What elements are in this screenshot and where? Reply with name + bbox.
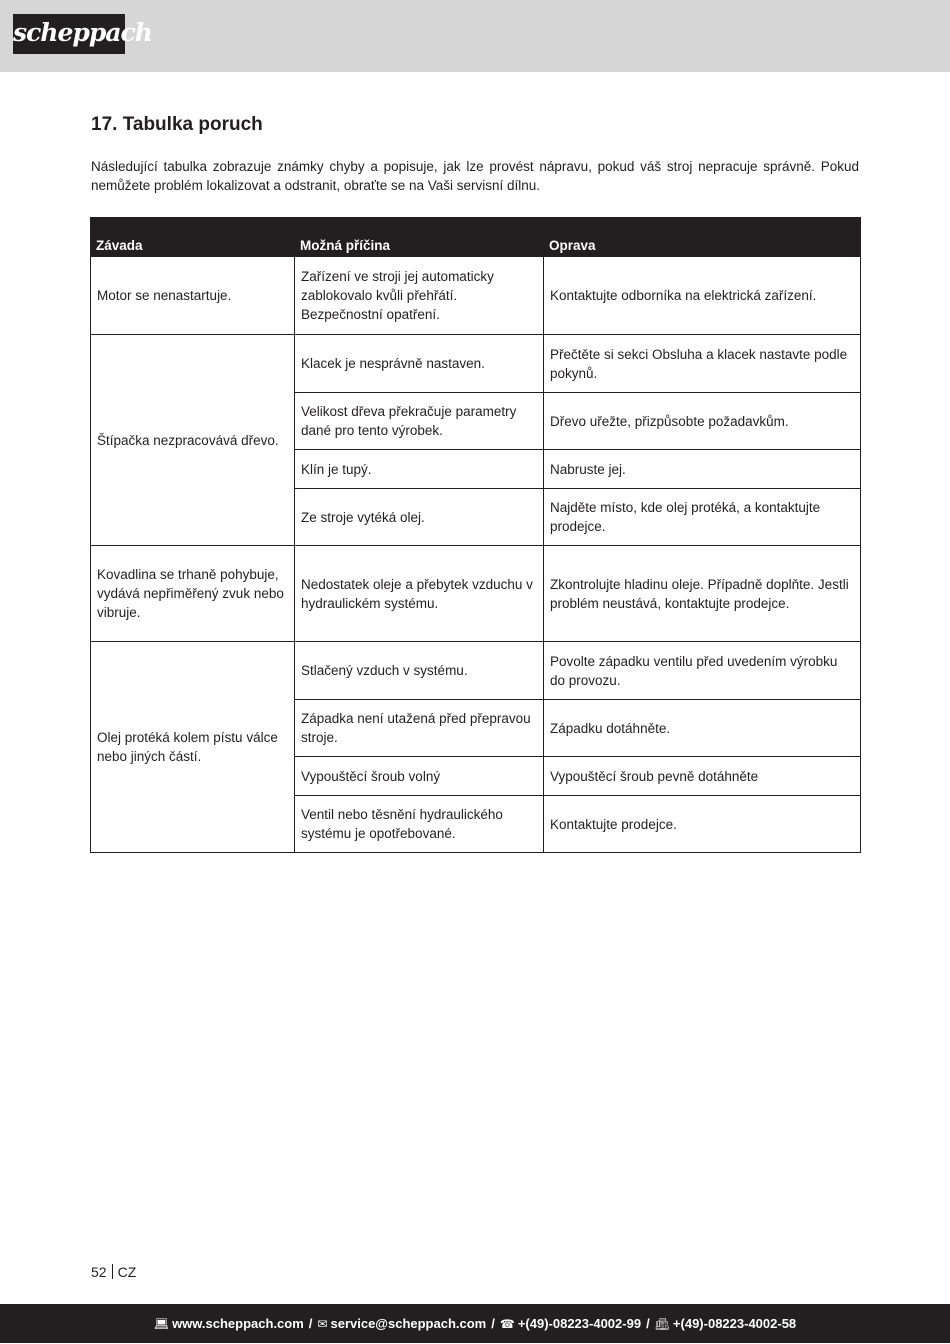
fax-icon: 📠︎ [654, 1317, 670, 1331]
cause-cell: Zařízení ve stroji jej automaticky zablokovalo kvůli přehřátí. Bezpečnostní opatření. [295, 257, 544, 335]
table-header-row [91, 218, 861, 257]
cause-cell: Ventil nebo těsnění hydraulického systému je opotřebované. [295, 796, 544, 853]
footer-separator: / [308, 1316, 313, 1331]
fault-cell: Olej protéká kolem pístu válce nebo jiných částí. [91, 642, 295, 853]
header-cause: Možná příčina [295, 218, 544, 257]
fix-cell: Najděte místo, kde olej protéká, a kontaktujte prodejce. [544, 489, 861, 546]
cause-cell: Stlačený vzduch v systému. [295, 642, 544, 700]
fix-cell: Dřevo uřežte, přizpůsobte požadavkům. [544, 393, 861, 450]
fault-cell: Kovadlina se trhaně pohybuje, vydává nepřiměřený zvuk nebo vibruje. [91, 546, 295, 642]
page-number-value: 52 [91, 1264, 107, 1280]
header-band [0, 0, 950, 72]
cause-cell: Západka není utažená před přepravou stroje. [295, 700, 544, 757]
footer-phone: +(49)-08223-4002-99 [517, 1316, 642, 1331]
laptop-icon: 💻︎ [153, 1317, 170, 1331]
table-row [91, 642, 861, 700]
cause-cell: Vypouštěcí šroub volný [295, 757, 544, 796]
section-title: 17. Tabulka poruch [91, 114, 263, 135]
fix-cell: Vypouštěcí šroub pevně dotáhněte [544, 757, 861, 796]
page-number-divider [112, 1264, 113, 1279]
fix-cell: Povolte západku ventilu před uvedením výrobku do provozu. [544, 642, 861, 700]
fix-cell: Kontaktujte prodejce. [544, 796, 861, 853]
fix-cell: Přečtěte si sekci Obsluha a klacek nastavte podle pokynů. [544, 335, 861, 393]
footer-website-link[interactable]: www.scheppach.com [172, 1316, 304, 1331]
fix-cell: Zkontrolujte hladinu oleje. Případně doplňte. Jestli problém neustává, kontaktujte prodejce. [544, 546, 861, 642]
table-row [91, 257, 861, 335]
fix-cell: Západku dotáhněte. [544, 700, 861, 757]
cause-cell: Nedostatek oleje a přebytek vzduchu v hydraulickém systému. [295, 546, 544, 642]
table-row [91, 546, 861, 642]
cause-cell: Ze stroje vytéká olej. [295, 489, 544, 546]
intro-paragraph: Následující tabulka zobrazuje známky chyby a popisuje, jak lze provést nápravu, pokud váš stroj nepracuje správně. Pokud nemůžete problém lokalizovat a odstranit, obraťte se na Vaši servisní dílnu. [91, 159, 859, 193]
footer-separator: / [646, 1316, 650, 1331]
fix-cell: Kontaktujte odborníka na elektrická zařízení. [544, 257, 861, 335]
page-number [91, 1264, 136, 1280]
phone-icon: ☎︎ [499, 1317, 515, 1331]
header-fix: Oprava [544, 218, 861, 257]
footer-email-link[interactable]: service@scheppach.com [330, 1316, 487, 1331]
header-fault: Závada [91, 218, 295, 257]
fault-table [90, 217, 861, 853]
fault-cell: Motor se nenastartuje. [91, 257, 295, 335]
cause-cell: Velikost dřeva překračuje parametry dané pro tento výrobek. [295, 393, 544, 450]
footer-separator: / [491, 1316, 495, 1331]
footer-band [0, 1304, 950, 1343]
envelope-icon: ✉︎ [317, 1317, 328, 1331]
scheppach-logo: scheppach [13, 14, 125, 54]
footer-fax: +(49)-08223-4002-58 [672, 1316, 797, 1331]
fix-cell: Nabruste jej. [544, 450, 861, 489]
table-row [91, 335, 861, 393]
cause-cell: Klín je tupý. [295, 450, 544, 489]
fault-cell: Štípačka nezpracovává dřevo. [91, 335, 295, 546]
cause-cell: Klacek je nesprávně nastaven. [295, 335, 544, 393]
page-language: CZ [117, 1264, 137, 1280]
